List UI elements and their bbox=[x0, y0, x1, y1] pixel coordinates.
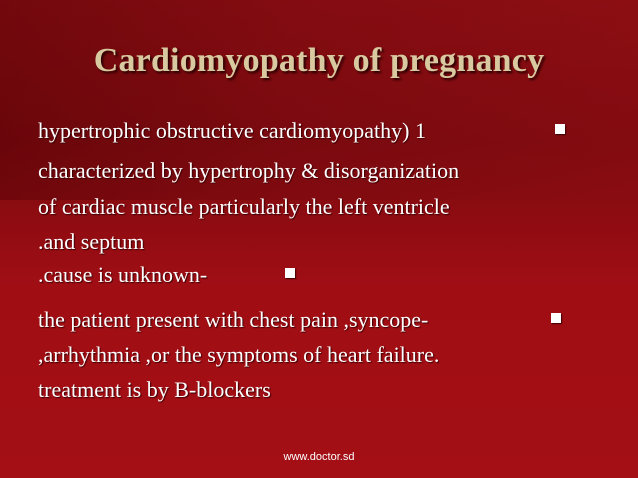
footer-url: www.doctor.sd bbox=[283, 451, 355, 463]
bullet-1-line-3: of cardiac muscle particularly the left ventricle bbox=[38, 194, 450, 219]
bullet-square-icon bbox=[285, 268, 295, 278]
bullet-3-line-2: ,arrhythmia ,or the symptoms of heart failure. bbox=[38, 342, 440, 367]
bullet-square-icon bbox=[555, 124, 565, 134]
bullet-1-line-4: .and septum bbox=[38, 229, 145, 254]
bullet-2-line-1: .cause is unknown- bbox=[38, 262, 208, 287]
slide-title: Cardiomyopathy of pregnancy bbox=[93, 42, 545, 79]
bullet-3-line-1: the patient present with chest pain ,syncope- bbox=[38, 307, 429, 332]
bullet-3-line-3: treatment is by B-blockers bbox=[38, 377, 271, 402]
bullet-1-line-2: characterized by hypertrophy & disorganization bbox=[38, 158, 460, 183]
bullet-square-icon bbox=[551, 313, 561, 323]
bullet-1-line-1: hypertrophic obstructive cardiomyopathy) 1 bbox=[38, 118, 426, 143]
